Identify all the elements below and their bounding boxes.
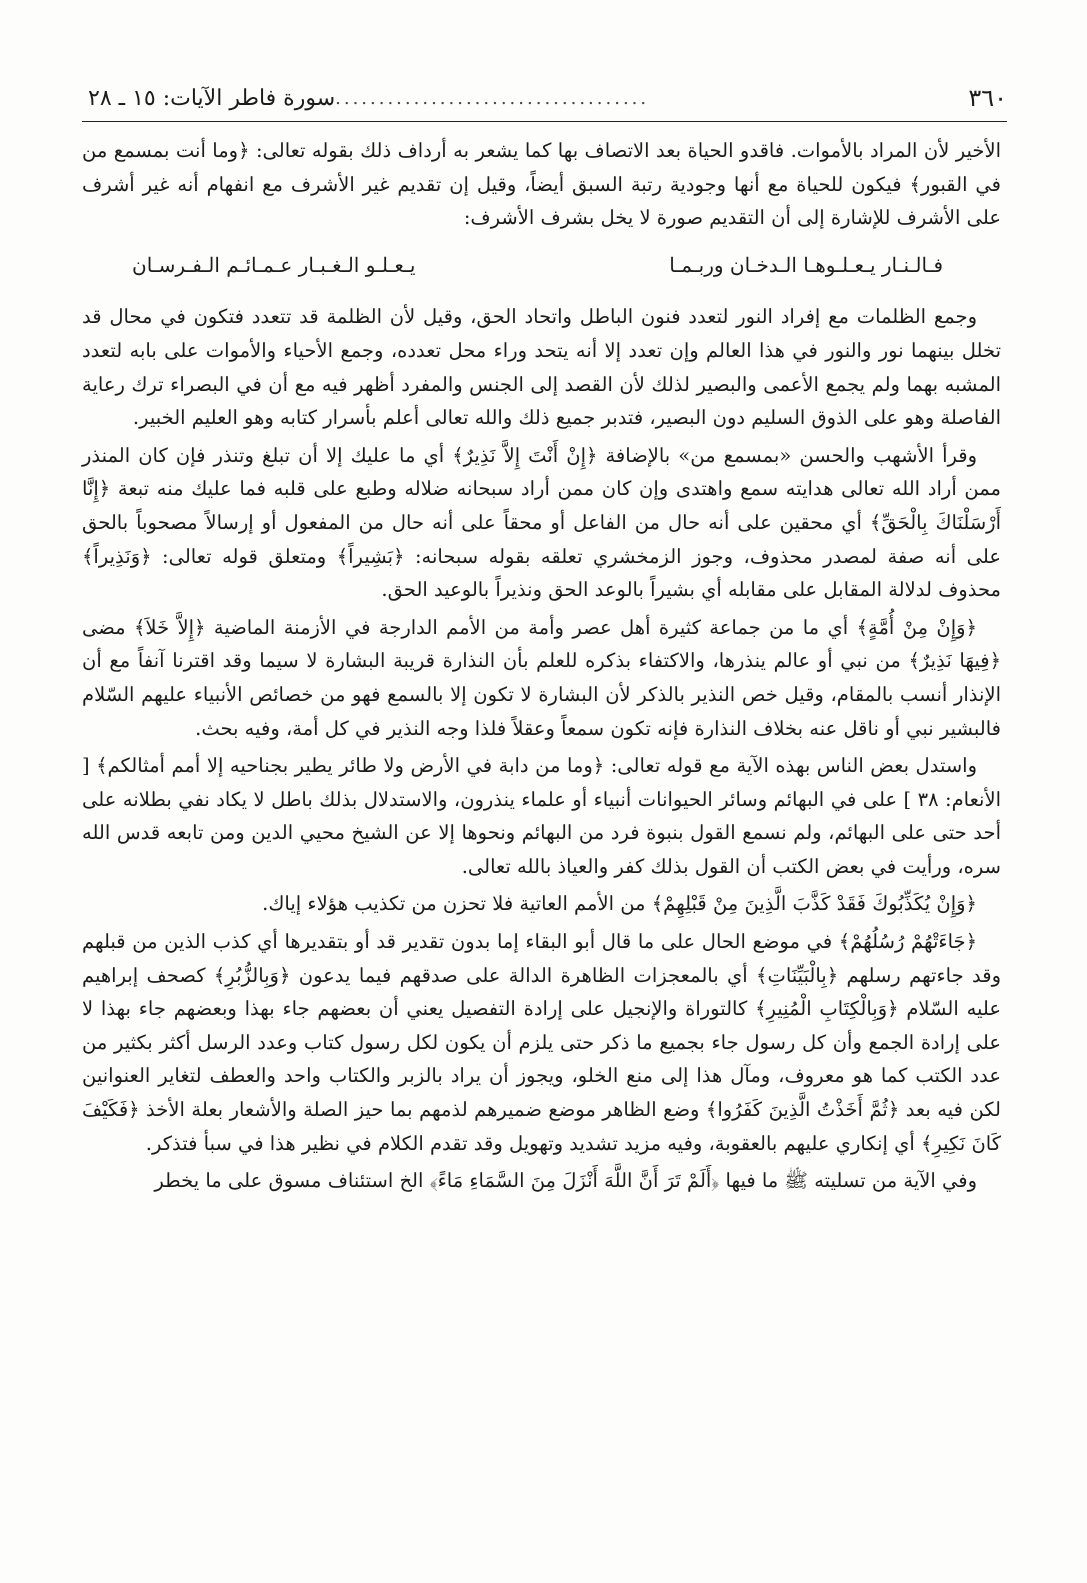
paragraph-4: ﴿وَإِنْ مِنْ أُمَّةٍ﴾ أي ما من جماعة كثيرة أهل عصر وأمة من الأمم الدارجة في الأزمنة الماضية ﴿إِلاَّ خَلاَ﴾ مضى ﴿فِيهَا نَذِيرٌ﴾ من نبي أو عالم ينذرها، والاكتفاء بذكره للعلم بأن النذارة قريبة البشارة لا سيما وقد اقترنا آنفاً مع أن الإنذار أنسب بالمقام، وقيل خص النذير بالذكر لأن البشارة لا تكون إلا بالسمع فهو من خصائص الأنبياء عليهم السّلام فالبشير نبي أو ناقل عنه بخلاف النذارة فإنه تكون سمعاً وعقلاً فلذا وجه النذير في كل أمة، وفيه بحث. [82, 615, 1001, 740]
header-rule [82, 121, 1007, 122]
poetry-verse [82, 249, 1001, 283]
running-title: سورة فاطر الآيات: ١٥ ـ ٢٨ [88, 85, 336, 111]
paragraph-5: واستدل بعض الناس بهذه الآية مع قوله تعالى: ﴿وما من دابة في الأرض ولا طائر يطير بجناحيه إلا أمم أمثالكم﴾ [ الأنعام: ٣٨ ] على في البهائم وسائر الحيوانات أنبياء أو علماء ينذرون، والاستدلال بذلك باطل لا يكاد نفي بطلانه على أحد حتى على البهائم، ولم نسمع القول بنبوة فرد من البهائم ونحوها إلا عن الشيخ محيي الدين ومن تابعه قدس الله سره، ورأيت في بعض الكتب أن القول بذلك كفر والعياذ بالله تعالى. [82, 754, 1002, 878]
running-title-group [88, 86, 653, 111]
paragraph-3: وقرأ الأشهب والحسن «بمسمع من» بالإضافة ﴿إِنْ أَنْتَ إِلاَّ نَذِيرٌ﴾ أي ما عليك إلا أن تبلغ وتنذر فإن كان المنذر ممن أراد الله تعالى هدايته سمع واهتدى وإن كان ممن أراد سبحانه ضلاله وطبع على قلبه فما عليك منه تبعة ﴿إِنَّا أَرْسَلْنَاكَ بِالْحَقِّ﴾ أي محقين على أنه حال من الفاعل أو محقاً على أنه حال من المفعول أو إرسالاً مصحوباً بالحق على أنه صفة لمصدر محذوف، وجوز الزمخشري تعلقه بقوله سبحانه: ﴿بَشِيراً﴾ ومتعلق قوله تعالى: ﴿وَنَذِيراً﴾ محذوف لدلالة المقابل على مقابله أي بشيراً بالوعد الحق ونذيراً بالوعيد الحق. [82, 443, 1001, 602]
paragraph-2: وجمع الظلمات مع إفراد النور لتعدد فنون الباطل واتحاد الحق، وقيل لأن الظلمة قد تتعدد فتكون في محال قد تخلل بينهما نور والنور في هذا العالم وإن تعدد إلا أنه يتحد وراء محل تعدده، وجمع الأحياء والأموات على بابه لتعدد المشبه بهما ولم يجمع الأعمى والبصير لذلك لأن القصد إلى الجنس والمفرد أظهر فيه مع أن في البصراء ترك رعاية الفاصلة وهو على الذوق السليم دون البصير، فتدبر جميع ذلك والله تعالى أعلم بأسرار كتابه وهو العليم الخبير. [82, 305, 1001, 430]
paragraph-7: ﴿جَاءَتْهُمْ رُسُلُهُمْ﴾ في موضع الحال على ما قال أبو البقاء إما بدون تقدير قد أو بتقديرها أي كذب الذين من قبلهم وقد جاءتهم رسلهم ﴿بِالْبَيِّنَاتِ﴾ أي بالمعجزات الظاهرة الدالة على صدقهم فيما يدعون ﴿وَبِالزُّبُرِ﴾ كصحف إبراهيم عليه السّلام ﴿وَبِالْكِتَابِ الْمُنِيرِ﴾ كالتوراة والإنجيل على إرادة التفصيل يعني أن بعضهم جاء بهذا وبعضهم جاء بهذا لا على إرادة الجمع وأن كل رسول جاء بجميع ما ذكر حتى يلزم أن يكون لكل رسول كتاب وعدد الرسل أكثر بكثير من عدد الكتب كما هو معروف، ومآل هذا إلى منع الخلو، ويجوز أن يراد بالزبر والكتاب واحد والعطف لتغاير العنوانين لكن فيه بعد ﴿ثُمَّ أَخَذْتُ الَّذِينَ كَفَرُوا﴾ وضع الظاهر موضع ضميرهم لذمهم بما حيز الصلة والأشعار بعلة الأخذ ﴿فَكَيْفَ كَانَ نَكِيرِ﴾ أي إنكاري عليهم بالعقوبة، وفيه مزيد تشديد وتهويل وقد تقدم الكلام في نظير هذا في سبأ فتذكر. [82, 930, 1001, 1155]
paragraph-1: الأخير لأن المراد بالأموات. فاقدو الحياة بعد الاتصاف بها كما يشعر به أرداف ذلك بقوله تعالى: ﴿وما أنت بمسمع من في القبور﴾ فيكون للحياة مع أنها وجودية رتبة السبق أيضاً، وقيل إن تقديم غير الأشرف مع انفهام أنه غير أشرف على الأشرف للإشارة إلى أن التقديم صورة لا يخل بشرف الأشرف: [82, 139, 1001, 230]
running-header [88, 78, 1007, 118]
paragraph-8: وفي الآية من تسليته ﷺ ما فيها ﴿أَلَمْ تَرَ أَنَّ اللَّهَ أَنْزَلَ مِنَ السَّمَاءِ مَاءً﴾ الخ استئناف مسوق على ما يخطر [154, 1169, 977, 1193]
paragraph-6: ﴿وَإِنْ يُكَذِّبُوكَ فَقَدْ كَذَّبَ الَّذِينَ مِنْ قَبْلِهِمْ﴾ من الأمم العاتية فلا تحزن من تكذيب هؤلاء إياك. [262, 892, 977, 916]
verse-first-hemistich: فـالـنـار يـعـلـوهـا الـدخـان وربـمـا [669, 252, 943, 277]
main-text [82, 134, 1001, 1198]
page-number: ٣٦٠ [968, 84, 1007, 112]
header-leader-dots: .................................... [335, 87, 650, 109]
verse-second-hemistich: يـعـلـو الـغـبـار عـمـائـم الـفـرسـان [132, 252, 416, 277]
